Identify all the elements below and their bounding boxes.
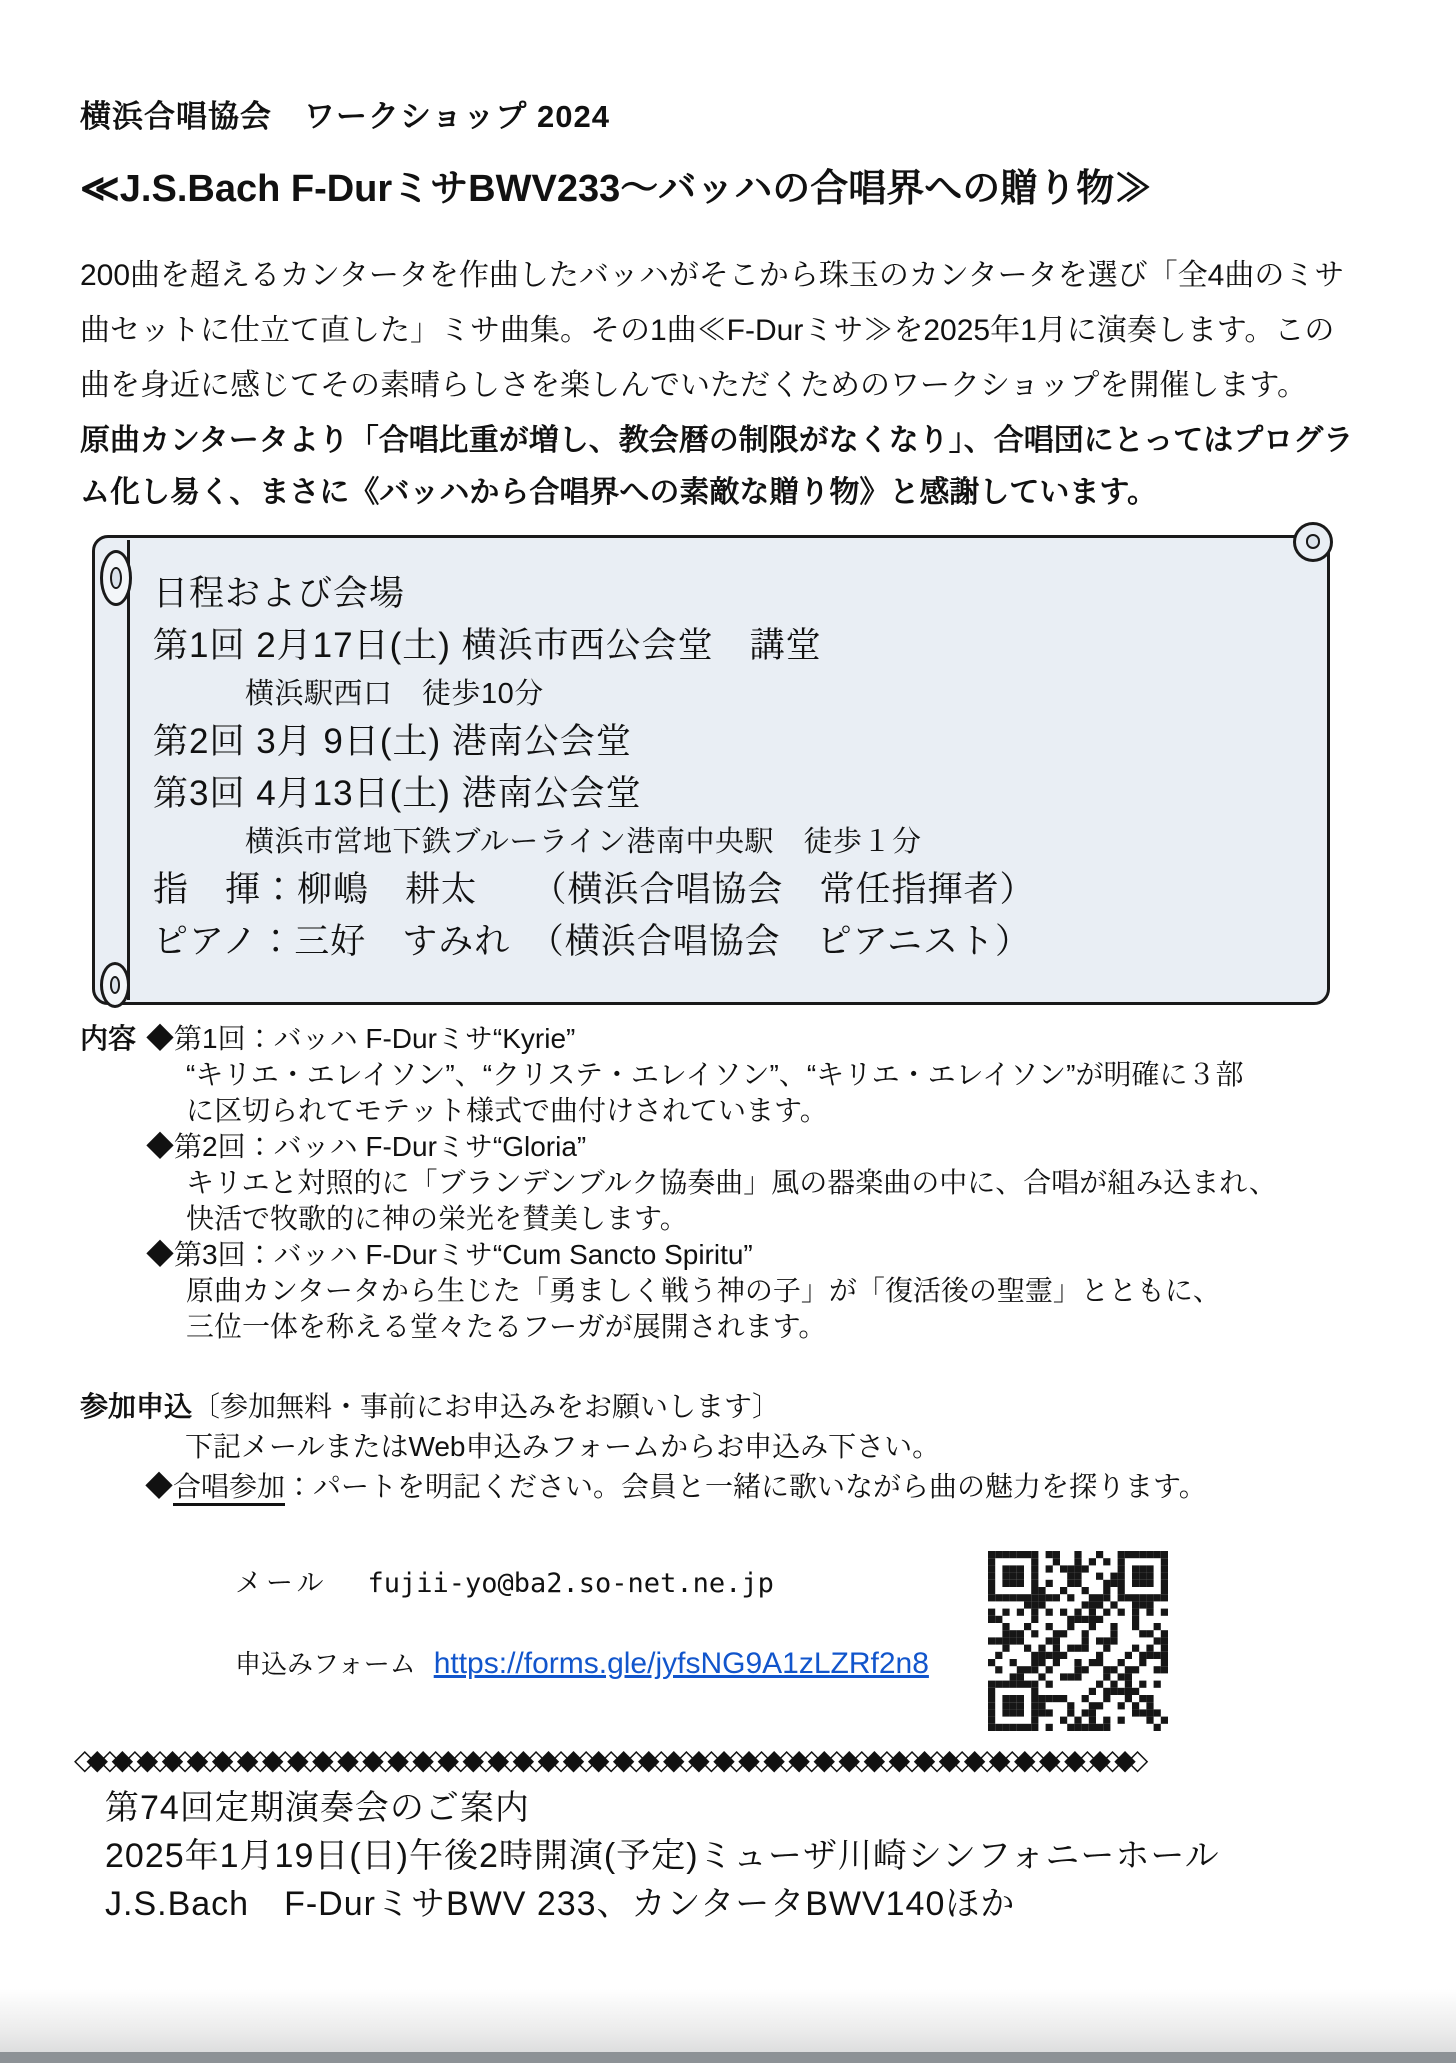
content-item-desc: に区切られてモテット様式で曲付けされています。 — [186, 1094, 828, 1126]
intro-line: 曲セットに仕立て直した」ミサ曲集。その1曲≪F-Durミサ≫を2025年1月に演奏します。この — [80, 313, 1335, 347]
content-item-desc: キリエと対照的に「ブランデンブルク協奏曲」風の器楽曲の中に、合唱が組み込まれ、 — [186, 1166, 1277, 1198]
content-item — [146, 1021, 1396, 1129]
schedule-heading: 日程および会場 — [153, 573, 406, 613]
mail-label: メール — [235, 1567, 328, 1599]
content-item-desc: 原曲カンタータから生じた「勇ましく戦う神の子」が「復活後の聖霊」とともに、 — [186, 1274, 1221, 1306]
content-item-heading: ◆第1回：バッハ F-Durミサ“Kyrie” — [146, 1022, 576, 1054]
intro-bold-statement — [80, 415, 1396, 519]
form-link[interactable]: https://forms.gle/jyfsNG9A1zLZRf2n8 — [433, 1646, 929, 1680]
content-item — [146, 1237, 1396, 1345]
content-item-heading: ◆第3回：バッハ F-Durミサ“Cum Sancto Spiritu” — [146, 1238, 753, 1270]
concert-announcement-date: 2025年1月19日(日)午後2時開演(予定)ミューザ川崎シンフォニーホール — [105, 1836, 1220, 1875]
application-label: 参加申込 — [80, 1390, 193, 1422]
form-label: 申込みフォーム — [235, 1648, 416, 1679]
content-item-desc: 三位一体を称える堂々たるフーガが展開されます。 — [186, 1310, 827, 1342]
schedule-scroll-box — [92, 535, 1330, 1005]
page-subtitle: ≪J.S.Bach F-DurミサBWV233～バッハの合唱界への贈り物≫ — [80, 168, 1153, 211]
application-bullet — [80, 1467, 1396, 1507]
contents-items — [146, 1021, 1396, 1345]
contact-section — [235, 1561, 1396, 1681]
intro-bold-line: 原曲カンタータより「合唱比重が増し、教会暦の制限がなくなり」、合唱団にとってはプログラ — [80, 423, 1354, 457]
content-item-desc: “キリエ・エレイソン”、“クリステ・エレイソン”、“キリエ・エレイソン”が明確に３部 — [186, 1058, 1244, 1090]
contents-label: 内容 — [80, 1022, 137, 1054]
scroll-roll-line — [127, 540, 130, 1000]
application-header-line — [80, 1387, 1396, 1427]
qr-code — [988, 1551, 1168, 1731]
concert-announcement-title: 第74回定期演奏会のご案内 — [105, 1788, 530, 1827]
page-bottom-edge — [0, 2052, 1456, 2063]
content-item-desc: 快活で牧歌的に神の栄光を賛美します。 — [186, 1202, 688, 1234]
schedule-session-3: 第3回 4月13日(土) 港南公会堂 — [153, 773, 642, 813]
schedule-session-1: 第1回 2月17日(土) 横浜市西公会堂 講堂 — [153, 625, 822, 665]
diamond-separator: ◇◆◇◆◇◆◇◆◇◆◇◆◇◆◇◆◇◆◇◆◇◆◇◆◇◆◇◆◇◆◇◆◇◆◇◆◇◆◇◆◇◆◇◆◇◆◇◆◇◆◇◆◇◆◇◆◇◆◇◆◇◆◇◆◇◆◇◆◇◆◇◆◇◆◇◆◇◆◇◆◇◆◇◆◇ — [74, 1743, 1140, 1775]
application-bullet-underlined: 合唱参加 — [173, 1471, 285, 1506]
schedule-session-23-access: 横浜市営地下鉄ブルーライン港南中央駅 徒歩１分 — [245, 825, 922, 858]
intro-line: 200曲を超えるカンタータを作曲したバッハがそこから珠玉のカンタータを選び「全4曲のミサ — [80, 258, 1345, 292]
application-note: 〔参加無料・事前にお申込みをお願いします〕 — [192, 1390, 781, 1422]
schedule-conductor: 指 揮：柳嶋 耕太 （横浜合唱協会 常任指揮者） — [153, 869, 1036, 909]
intro-bold-line: ム化し易く、まさに《バッハから合唱界への素敵な贈り物》と感謝しています。 — [80, 475, 1157, 509]
schedule-session-1-access: 横浜駅西口 徒歩10分 — [245, 677, 544, 710]
contents-section — [80, 1021, 1396, 1345]
content-item-heading: ◆第2回：バッハ F-Durミサ“Gloria” — [146, 1130, 587, 1162]
application-section — [80, 1387, 1396, 1507]
form-row — [235, 1644, 1396, 1681]
application-bullet-text: ：パートを明記ください。会員と一緒に歌いながら曲の魅力を探ります。 — [285, 1470, 1207, 1502]
schedule-pianist: ピアノ：三好 すみれ （横浜合唱協会 ピアニスト） — [153, 921, 1031, 961]
mail-address: fujii-yo@ba2.so-net.ne.jp — [367, 1567, 774, 1599]
page-title: 横浜合唱協会 ワークショップ 2024 — [80, 99, 610, 134]
content-item — [146, 1129, 1396, 1237]
intro-paragraph — [80, 248, 1396, 413]
schedule-session-2: 第2回 3月 9日(土) 港南公会堂 — [153, 721, 632, 761]
intro-line: 曲を身近に感じてその素晴らしさを楽しんでいただくためのワークショップを開催します。 — [80, 368, 1307, 402]
mail-row — [235, 1561, 1396, 1600]
scroll-curl-top-left-icon — [100, 550, 132, 606]
scroll-curl-top-right-icon — [1293, 522, 1333, 562]
concert-announcement-program: J.S.Bach F-DurミサBWV 233、カンタータBWV140ほか — [105, 1884, 1016, 1923]
application-instruction: 下記メールまたはWeb申込みフォームからお申込み下さい。 — [185, 1430, 941, 1462]
scroll-curl-bottom-left-icon — [100, 962, 130, 1008]
diamond-bullet-icon: ◆ — [145, 1470, 174, 1502]
